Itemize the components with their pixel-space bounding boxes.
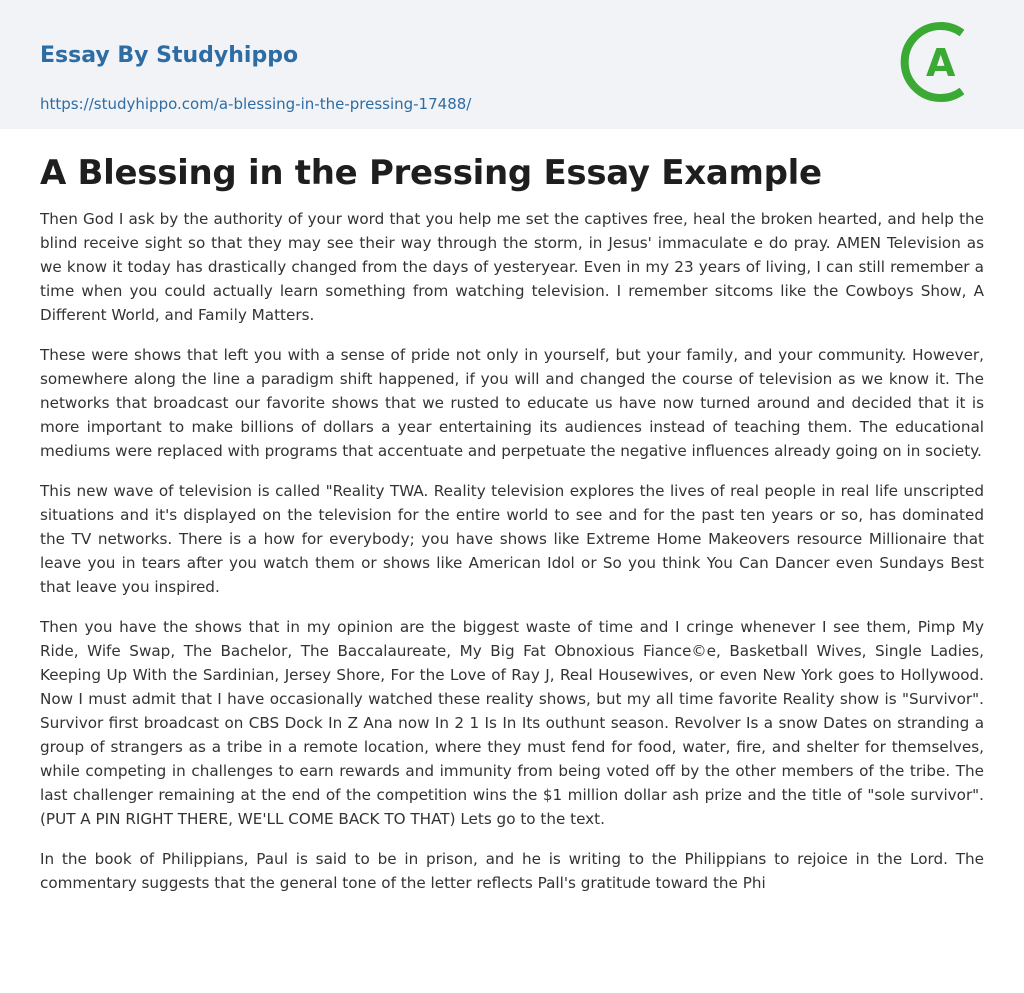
article (0, 151, 1024, 895)
essay-url-link[interactable]: https://studyhippo.com/a-blessing-in-the-pressing-17488/ (40, 95, 472, 113)
essay-paragraph-5: In the book of Philippians, Paul is said to be in prison, and he is writing to the Philippians to rejoice in the Lord. The commentary suggests that the general tone of the letter reflects Pall's gratitude toward the Phi (40, 850, 984, 892)
site-brand[interactable]: Essay By Studyhippo (40, 43, 299, 68)
studyhippo-logo-icon[interactable] (900, 20, 984, 104)
essay-paragraph-3: This new wave of television is called "Reality TWA. Reality television explores the lives of real people in real life unscripted situations and it's displayed on the television for the entire world to see and for the past ten years or so, has dominated the TV networks. There is a how for everybody; you have shows like Extreme Home Makeovers resource Millionaire that leave you in tears after you watch them or shows like American Idol or So you think You Can Dancer even Sundays Best that leave you inspired. (40, 482, 984, 596)
site-header (0, 0, 1024, 129)
page-title: A Blessing in the Pressing Essay Example (40, 153, 822, 193)
essay-paragraph-1: Then God I ask by the authority of your word that you help me set the captives free, heal the broken hearted, and help the blind receive sight so that they may see their way through the storm, in Jesus' immaculate e do pray. AMEN Television as we know it today has drastically changed from the days of yesteryear. Even in my 23 years of living, I can still remember a time when you could actually learn something from watching television. I remember sitcoms like the Cowboys Show, A Different World, and Family Matters. (40, 210, 984, 324)
essay-paragraph-4: Then you have the shows that in my opinion are the biggest waste of time and I cringe whenever I see them, Pimp My Ride, Wife Swap, The Bachelor, The Baccalaureate, My Big Fat Obnoxious Fiance©e, Basketball Wives, Single Ladies, Keeping Up With the Sardinian, Jersey Shore, For the Love of Ray J, Real Housewives, or even New York goes to Hollywood. Now I must admit that I have occasionally watched these reality shows, but my all time favorite Reality show is "Survivor". Survivor first broadcast on CBS Dock In Z Ana now In 2 1 Is In Its outhunt season. Revolver Is a snow Dates on stranding a group of strangers as a tribe in a remote location, where they must fend for food, water, fire, and shelter for themselves, while competing in challenges to earn rewards and immunity from being voted off by the other members of the tribe. The last challenger remaining at the end of the competition wins the $1 million dollar ash prize and the title of "sole survivor". (PUT A PIN RIGHT THERE, WE'LL COME BACK TO THAT) Lets go to the text. (40, 618, 984, 828)
essay-paragraph-2: These were shows that left you with a sense of pride not only in yourself, but your family, and your community. However, somewhere along the line a paradigm shift happened, if you will and changed the course of television as we know it. The networks that broadcast our favorite shows that we rusted to educate us have now turned around and decided that it is more important to make billions of dollars a year entertaining its audiences instead of teaching them. The educational mediums were replaced with programs that accentuate and perpetuate the negative influences already going on in society. (40, 346, 984, 460)
logo-letter: A (926, 41, 956, 85)
